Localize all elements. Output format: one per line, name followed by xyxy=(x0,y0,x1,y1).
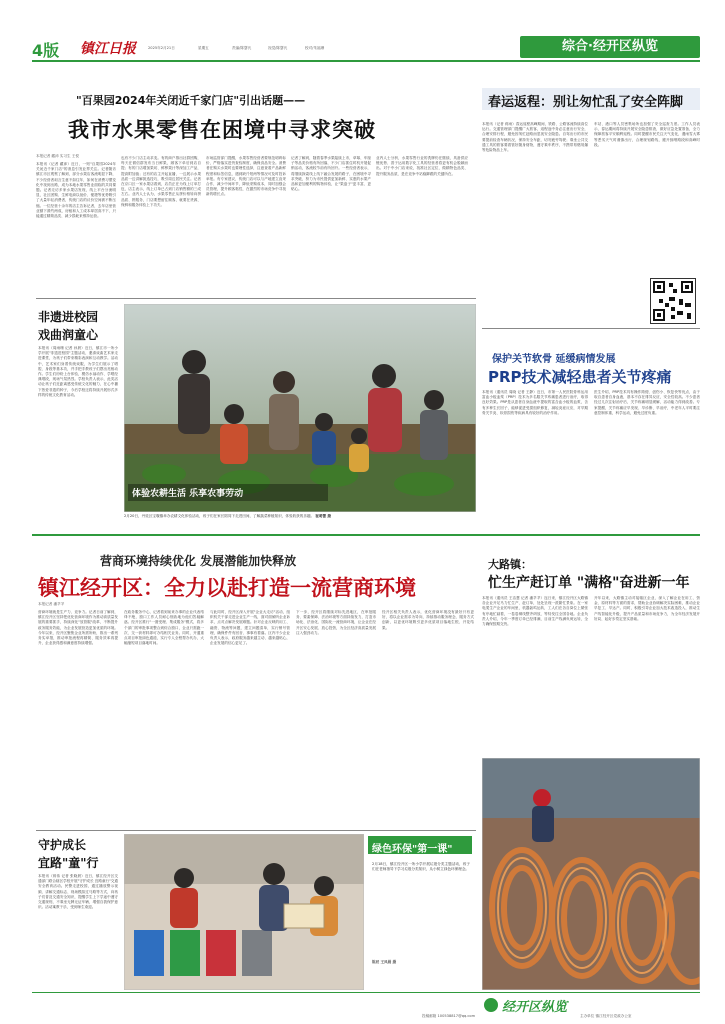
env-col-2: 在政务服务中心，记者看到前来办事的企业代表络绎不绝，窗口工作人员耐心细致地为他们答疑解惑。经开区推行"一窗受理、集成服务"模式，将多个部门的审批事项整合到综合窗口，企业只需跑一次、交一套材料即可办结相关业务。同时，开通重点项目审批绿色通道，实行专人全程帮办代办，大幅缩短项目落地时间。 xyxy=(124,610,204,646)
lead-headline: 我市水果零售在困境中寻求突破 xyxy=(68,118,376,142)
guard-headline-2: 宜路"童"行 xyxy=(38,856,99,870)
spring-travel-story xyxy=(482,88,700,324)
prp-headline: PRP技术减轻患者关节疼痛 xyxy=(488,368,672,386)
opera-headline-2: 戏曲润童心 xyxy=(38,328,99,342)
lead-col-5: 业内人士分析，水果零售行业的洗牌仍在继续，具备供应链优势、善于运用数字化工具的经营者将更有机会脱颖而出。对于中小门店来说，找准社区定位、做精特色品类、提升服务品质，是在竞争中站稳脚跟的关键所在。 xyxy=(376,156,468,176)
section-banner xyxy=(520,36,700,58)
header-editor: 责编/陈婴氏 xyxy=(232,46,252,50)
env-kicker: 营商环境持续优化 发展潜能加快释放 xyxy=(100,554,297,568)
rush-headline: 忙生产赶订单 "满格"奋进新一年 xyxy=(488,575,690,591)
header-weekday: 星期五 xyxy=(198,46,209,50)
recycling-photo xyxy=(124,834,364,990)
recycling-title: 绿色环保"第一课" xyxy=(372,844,453,855)
farm-caption-text: 2月20日，丹徒区宝堰镇举办农耕文化体验活动，孩子们在家长陪同下走进田间，了解蔬菜种植知识，体验收获的乐趣。 xyxy=(124,514,315,518)
rush-kicker: 大路镇： xyxy=(488,558,532,571)
prp-col-2: 医生介绍，PRP技术具有操作简便、创伤小、恢复快等优点，由于取自患者自身血液，基本不存在排异反应，安全性较高。不少患者经过几次注射治疗后，关节疼痛明显缓解，活动能力得到改善。专家提醒，关节疼痛应早发现、早诊断、早治疗，中老年人平时要注意控制体重，科学运动，避免过度负重。 xyxy=(594,390,700,415)
footer-email[interactable]: 投稿邮箱 100538817@qq.com xyxy=(422,1014,476,1018)
rush-col-1: 本报讯（通讯员 王洁慧 记者 潘芊芊）连日来，镇江经开区大路镇各企业开足马力忙生产、赶订单，处处呈现一派繁忙景象。在一家电缆生产企业的车间里，机器轰鸣运转，工人们在各自岗位上紧张有序地忙碌着，一卷卷铜线整齐码放，等待发往全国各地。企业负责人介绍，今年一季度订单已经排满，目前生产线满负荷运转，全力确保按期交货。 xyxy=(482,596,588,627)
newspaper-logo: 镇江日报 xyxy=(80,41,136,57)
guard-headline-1: 守护成长 xyxy=(38,838,87,852)
header-designer: 视觉/陈婴氏 xyxy=(268,46,288,50)
recycling-photo-illustration xyxy=(124,834,364,990)
recycling-credit: 陈辰 王凤娟 摄 xyxy=(372,960,397,964)
recycling-caption: 2月18日，镇江经开区一所小学开展垃圾分类主题活动，孩子们在老师指导下学习垃圾分类知识，从小树立绿色环保理念。 xyxy=(372,862,470,872)
lead-col-1: 本报讯（记者 藏沛）近日，一则"百果园2024年关闭近千家门店"的消息引发业界关注。记者随访镇江市区观察了解到，部分水果店客流明显下降，不少经营者坦言生意不如往年，如何在消费习惯变化中找到出路，成为本地水果零售业面临的共同课题。记者走访多家水果店发现，线上平台分流明显，社区团购、生鲜电商以低价、便捷等优势吸引了大量年轻消费者，传统门店的议价空间被不断压缩。一位经营十余年的店主告诉记者，去年店里营业额下滑约两成，房租和人工成本却居高不下，只能通过精简品类、减少损耗来维持运营。 xyxy=(36,162,116,219)
prp-story xyxy=(482,332,700,532)
footer-logo-icon xyxy=(484,998,498,1012)
env-byline: 本报记者 潘芊芊 xyxy=(38,602,65,606)
farm-photo xyxy=(124,304,476,512)
opera-body: 本报讯（周雨珊 记者 孙晨）近日，镇江市一所小学开展"非遗进校园"主题活动，邀请戏曲艺术家走进课堂，为孩子们带来精彩表演和互动教学。活动中，艺术家们身着传统戏服，为学生们展示了唱腔、身段等基本功，并手把手教孩子们摆出亮相动作。学生们纷纷上台体验，模仿水袖动作、学唱经典唱段，现场气氛热烈。学校负责人表示，此类活动让孩子们近距离感受传统文化的魅力，在心中播下热爱非遗的种子，今后学校还将持续开展形式多样的传统文化教育活动。 xyxy=(38,346,118,397)
prp-kicker: 保护关节软骨 延缓病情发展 xyxy=(492,354,616,365)
lead-byline: 本报记者 藏沛 实习生 王悦 xyxy=(36,154,79,158)
env-bottom-rule xyxy=(36,830,476,831)
farm-photo-caption xyxy=(124,514,476,526)
env-headline: 镇江经开区：全力以赴打造一流营商环境 xyxy=(38,576,416,600)
factory-photo xyxy=(482,758,700,990)
footer-sponsor: 主办单位 镇江经开区党政办公室 xyxy=(580,1014,632,1018)
spring-col-1: 本报讯（记者 蒋雨）春运返程高峰期间，铁路、公路客流持续高位运行。交通管理部门提醒广大旅客，返程途中务必注意出行安全，合理安排行程，避免因匆忙赶路而忽视安全隐患。自驾出行的市民要提前检查车辆状况，保持安全车距，切勿疲劳驾驶；乘坐公共交通工具的旅客要看管好随身财物，遵守乘车秩序，不携带易燃易爆等危险物品上车。 xyxy=(482,122,588,153)
spring-col-2: 车站、港口等人员密集场所也加强了安全巡查力度。工作人员表示，春运期间将持续开展安全隐患排查，做好应急处置准备，全力保障旅客平安顺利返程。同时提醒市民关注天气变化，遇雨雪大雾等恶劣天气时谨慎出行，合理规划路线，避开拥堵路段和高峰时段。 xyxy=(594,122,700,147)
header-proof: 校对/朱福珊 xyxy=(305,46,325,50)
header-rule xyxy=(32,60,700,62)
lead-col-2: 也有不少门店主动求变。有的商户推出社群团购，每天在微信群发布当日鲜果，顾客下单后到店自提；有的门店增加果切、鲜榨果汁等深加工产品，提高附加值；还有的店主开起直播，一边展示水果品质一边讲解挑选技巧，吸引周边居民关注。记者在京口区一家水果店看到，店员正在为线上订单打包，店主表示，线上订单已占到门店销售额的三成左右。业内人士认为，水果零售正从拼价格转向拼品质、拼服务，门店要想留住顾客，就要在货源、保鲜和服务体验上下功夫。 xyxy=(121,156,201,207)
page-number: 4版 xyxy=(32,41,60,60)
traffic-safety-story xyxy=(36,832,120,1004)
spring-bottom-rule xyxy=(482,328,700,329)
qr-code-icon xyxy=(651,279,695,323)
opera-school-story xyxy=(36,304,120,524)
farm-photo-illustration xyxy=(124,304,476,512)
env-col-3: 与此同时，经开区深入开展"企业大走访"活动，组织机关干部走进企业生产一线，面对面倾听企业诉求，点对点解决发展难题。针对企业反映的用工、融资、物流等问题，建立问题清单，实行销号管理，确保件件有回音、事事有着落。区内不少企业负责人表示，政府服务越来越主动、越来越贴心，企业发展的信心更足了。 xyxy=(210,610,290,646)
lead-col-3: 市场监管部门提醒，水果零售经营者要规范明码标价，严格落实进货查验制度，确保食品安全。消费者在购买水果时也要理性选择，注意查看产品新鲜程度和标签信息，遇到缺斤短两等情况可及时投诉举报。有专家建议，传统门店可以与产地建立直采合作，减少中间环节，降低采购成本，同时加强会员管理，提升顾客黏性，在激烈的市场竞争中寻找新的增长点。 xyxy=(206,156,286,197)
lead-story xyxy=(32,64,472,264)
lead-col-4: 记者了解到，随着春季水果陆续上市，草莓、车厘子等品类价格有所回落，不少门店抓住时机开展促销活动，客流较节前有所回升。一些经营者表示，将继续探索线上线下融合发展的路子，在困境中寻求突破，努力为市民提供更加新鲜、实惠的水果产品和更加便利的购物体验，让"果盘子"更丰富、更贴心。 xyxy=(291,156,371,192)
header-date: 2025年2月21日 xyxy=(148,46,175,50)
footer-rule xyxy=(32,992,700,993)
qr-code[interactable] xyxy=(650,278,696,324)
recycling-caption-box xyxy=(366,834,476,990)
footer-logo: 经开区纵览 xyxy=(502,1000,568,1015)
rush-col-2: 开年以来，大路镇主动对接辖区企业，深入了解企业在用工、资金、原材料等方面的需求，帮助企业协调解决实际困难，推动企业早复工、早达产。同时，积极引导企业加大技术改造投入，推动生产线智能化升级，提升产品质量和市场竞争力，为全年经济发展开好局、起好步奠定坚实基础。 xyxy=(594,596,700,621)
page-header xyxy=(0,0,725,64)
farm-caption-credit: 崔萌蕾 摄 xyxy=(315,514,331,518)
env-col-1: 营商环境就是生产力、竞争力。记者日前了解到，镇江经开区坚持把优化营商环境作为推动高质量发展的重要抓手，持续深化"放管服"改革，不断提升政务服务效能，为企业发展营造更加优质的环境。今年以来，经开区聚焦企业所需所盼，推出一系列务实举措，推动审批流程再精简、服务效率再提升，企业获得感和满意度持续增强。 xyxy=(38,610,118,646)
spring-headline: 春运返程：别让匆忙乱了安全阵脚 xyxy=(488,95,684,110)
opera-headline-1: 非遗进校园 xyxy=(38,310,99,324)
guard-body: 本报讯（蒋伟 记者 张晓晨）近日，镇江经开区交通部门联合辖区学校开展"守护成长 宜路童行"交通安全教育活动。民警走进校园，通过播放警示视频、讲解交通标志、现场模拟过马路等方式，向孩子们普及交通安全知识，提醒学生上下学途中遵守交通规则，不乘坐无牌无证车辆，增强自我保护意识。活动寓教于乐，受到师生欢迎。 xyxy=(38,874,118,910)
production-story xyxy=(482,540,700,760)
lead-bottom-rule xyxy=(36,298,476,299)
lead-kicker: "百果园2024年关闭近千家门店"引出话题—— xyxy=(76,94,306,107)
business-env-story xyxy=(36,538,476,828)
env-col-5: 经开区相关负责人表示，优化营商环境没有最好只有更好，将以企业需求为导向，持续推动服务理念、服务方式创新，以更优环境吸引更多优质项目落地生根、开花结果。 xyxy=(382,610,474,630)
section-title: 综合·经开区纵览 xyxy=(562,39,658,54)
factory-photo-illustration xyxy=(482,758,700,990)
page-footer xyxy=(32,992,700,1020)
prp-col-1: 本报讯（通讯员 周晓 记者 王静）近日，市第一人民医院骨科运用富血小板血浆（PRP）技术为多名膝关节疼痛患者进行治疗，取得良好效果。PRP是从患者自身血液中提取的富含血小板的血浆，含有多种生长因子，能够促进受损组织修复，减轻炎症反应，对早期骨关节炎、软骨损伤等疾病具有较好的治疗作用。 xyxy=(482,390,588,415)
mid-rule xyxy=(32,534,700,536)
farm-photo-title: 体验农耕生活 乐享农事劳动 xyxy=(128,484,328,501)
env-col-4: 下一步，经开区将继续对标先进地区，在审批服务、要素保障、法治环境等方面持续发力，打造市场化、法治化、国际化一流营商环境，让企业在经开区安心发展、放心投资，为全区经济高质量发展注入强劲动力。 xyxy=(296,610,376,635)
